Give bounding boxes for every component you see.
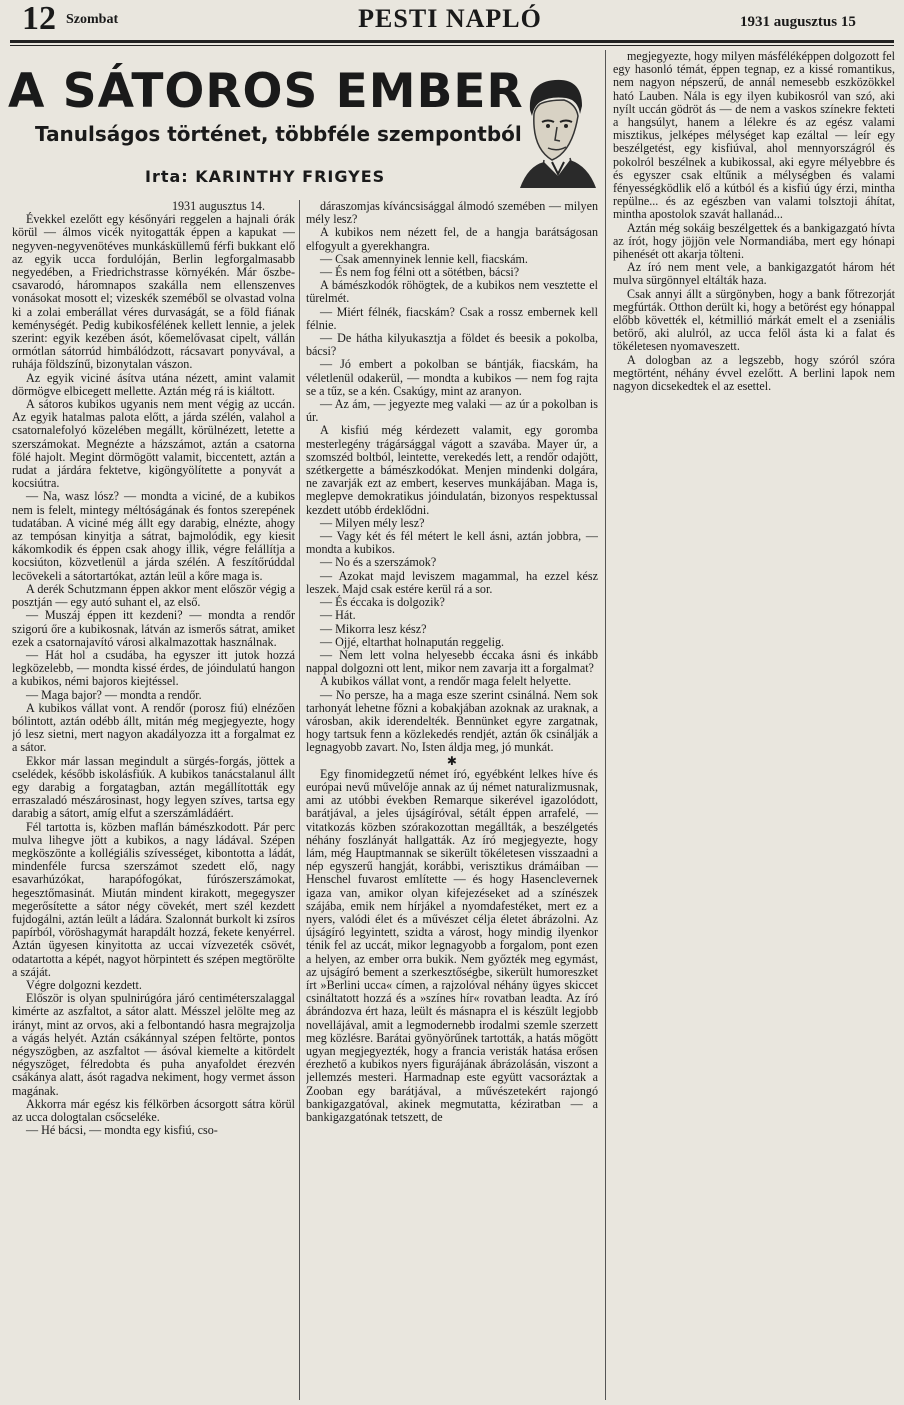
paragraph: Aztán még sokáig beszélgettek és a bankigazgató hívta az írót, hogy jöjjön vele Normandiába, mert egy hónapi pihenését ott akarja tölteni. xyxy=(613,220,895,262)
paragraph: Az egyik viciné ásítva utána nézett, amint valamit dörmögve elbicegett mellette. Aztán még rá is kiáltott. xyxy=(12,370,295,398)
paragraph: A derék Schutzmann éppen akkor ment először végig a posztján — egy autó suhant el, az első. xyxy=(12,581,295,610)
paragraph: Évekkel ezelőtt egy későnyári reggelen a hajnali órák körül — álmos vicék nyitogatták éppen a kapukat — negyven-negyvenötéves munkásküllemű férfi bukkant elő az egyik ucca fordulóján, Berlin legforgalmasabb negyedében, a Friedrichstrasse környékén. Már őszbe-csavarodó, háromnapos szakálla nem ellenszenves vonásokat mosott el; vizeskék szeméből se olvastad volna ki a zolai emberállat véres durvaságát, se a föld fiának keménységét. Pedig kubikosfélének kellett lennie, a jelek szerint: egyik kezében ásót, kőemelővasat cipelt, vállán ormótlan sátorrúd himbálódzott, rácsavart ponyvával, a ruhája földszínű, bizonytalan vászon. xyxy=(12,212,295,372)
header-rule xyxy=(10,40,894,43)
paragraph: megjegyezte, hogy milyen másféléképpen dolgozott fel egy hasonló témát, éppen tegnap, ez a kissé romantikus, nem nagyon népszerű, de annál nemesebb eszközökkel ható Lauben. Nála is egy ilyen kubikosról van szó, aki nyílt uccán gödröt ás — de nem a vaskos színekre fekteti a hangsúlyt, hanem a lélekre és az egész valami misztikus, jelképes mélységet kap ezáltal — leír egy beszélgetést, egy kisfiúval, ahol mennyországról és pokolról beszélnek a kubikossal, aki egyre mélyebbre és és egyszer csak eltűnik a mélységben és valami fényességködlik elő a kútból és a kisfiú úgy érzi, mintha repülne... és az egészben van valami tolsztoji áhítat, mintha apostolok szavát hallanád... xyxy=(613,50,895,222)
paragraph: Csak annyi állt a sürgönyben, hogy a bank főtrezorját megfúrták. Otthon derült ki, hogy a betörést egy hónappal előbb követték el, kétmillió márkát emelt el a zseniális betörő, aki alulról, az ucca felől ásta ki a falat és tökéletesen nyomaveszett. xyxy=(613,286,895,354)
article-subtitle: Tanulságos történet, többféle szempontból xyxy=(35,122,522,146)
paragraph: Először is olyan spulnirúgóra járó centiméterszalaggal kimérte az aszfaltot, a sátor alatt. Mésszel jelölte meg az irányt, mint az orvos, aki a felbontandó hasra megrajzolja a vágás helyét. Aztán csákánnyal szépen feltörte, pontos négyszögben, az aszfaltot — ásóval kiemelte a kitördelt négyszöget, félredobta és puha anyafoldet érezvén csákánya alatt, ásót ragadva nekiment, hogy vermet ásson magának. xyxy=(12,991,295,1098)
page-number: 12 xyxy=(22,0,56,37)
article-byline: Irta: KARINTHY FRIGYES xyxy=(145,167,386,186)
paragraph: — Na, wasz lósz? — mondta a viciné, de a kubikos nem is felelt, mintegy méltóságának és fontos szerepének tudatában. A viciné még állt egy darabig, elnézte, ahogy az tempósan kinyitja a sátrat, bajmolódik, egy kiesit kákomkodik és éppen csak ahogy illik, végre felállítja a kocsiúton, közvetlenül a járda szélén. A feszítőrúddal lecövekeli a sátortartókat, aztán leül a kőre maga is. xyxy=(12,489,295,583)
paragraph: A dologban az a legszebb, hogy szóról szóra megtörtént, néhány évvel ezelőtt. A berlini lapok nem nagyon dicsekedtek el az esettel. xyxy=(613,352,895,394)
paragraph: Az író nem ment vele, a bankigazgatót három hét mulva sürgönnyel eltálták haza. xyxy=(613,260,895,288)
paragraph: 1931 augusztus 14. xyxy=(171,200,265,213)
paragraph: Ekkor már lassan megindult a sürgés-forgás, jöttek a cselédek, később iskolásfiúk. A kubikos tanácstalanul állt egy darabig a forgatagban, aztán megállították egy erraszaladó mészárosinast, hogy legyen szíves, tartsa egy darabig a sátort, amíg elfut a szerszámládáért. xyxy=(12,753,295,821)
paragraph: — Jó embert a pokolban se bántják, fiacskám, ha véletlenül odakerül, — mondta a kubikos — nem fog rajta se a tűz, se a kén. Csakúgy, mint az aranyon. xyxy=(306,357,598,398)
article-column-3 xyxy=(613,50,895,500)
article-title: A SÁTOROS EMBER xyxy=(8,64,524,119)
paragraph: ✱ xyxy=(446,753,458,768)
paragraph: — Milyen mély lesz? xyxy=(320,515,425,530)
column-divider xyxy=(605,50,606,1400)
article-column-1 xyxy=(12,200,295,1400)
paragraph: — Mikorra lesz kész? xyxy=(320,621,427,636)
article-column-2 xyxy=(306,200,598,1400)
paragraph: A kubikos vállat vont, a rendőr maga felelt helyette. xyxy=(320,674,572,689)
paragraph: — Muszáj éppen itt kezdeni? — mondta a rendőr szigorú őre a kubikosnak, látván az ismerős sátrat, amiket ezek a csatornajavító városi alkalmazottak használnak. xyxy=(12,608,295,649)
paragraph: — Azokat majd leviszem magammal, ha ezzel kész leszek. Majd csak estére kerül rá a sor. xyxy=(306,568,598,596)
paragraph: Egy finomidegzetű német író, egyébként lelkes híve és európai nevű művelője annak az új német naturalizmusnak, ami az utóbbi években Remarque sikerével igazolódott, barátjával, a jeles újságíróval, sétált éppen arrafelé, — vitatkozás közben szórakozottan megállták, a beszélgetés néhány foszlányát hallgatták. Az író megjegyezte, hogy lám, még Hauptmannak se sikerült tökéletesen visszaadni a nép egyszerű hangját, korábbi, verisztikus drámáiban — Henschel fuvarost említette — és hogy Hasenclevernek igaza van, amikor olyan kifejezéseket ad a színészek szájába, emik nem hírjákel a nyomdafestéket, mert ez a nyers, valódi élet és a művészet célja életet ábrázolni. Az újságíró legyintett, szidta a várost, hogy mindig ilyenkor ténik fel az uccát, mikor legnagyobb a forgalom, pont ezen a helyen, az ember orra bukik. Nem győzték meg egymást, az ujságíró bement a szerkesztőségbe, sikerült humoreszket írt »Berlini ucca« címen, a rajzolóval néhány ügyes skiccet csináltatott hozzá és a »színes hír« rovatban leadta. Az író ábrándozva ért haza, leült és másnapra el is készült legjobb novellájával, amit a legmodernebb irodalmi szemle szerzett meg közlésre. Barátai gyönyörűnek tartották, a hatás mögött ugyan megjegyezték, hogy a francia veristák hatása erősen érezhető a kubikos nyers figurájának ábrázolásán, viszont a jellemzés mesteri. Harmadnap este együtt vacsoráztak a Zooban egy barátjával, a művészetekért rajongó bankigazgatóval, akinek megmutatta, kéziratban — a bankigazgatónak tetszett, de xyxy=(306,766,598,1125)
header-rule-thin xyxy=(10,45,894,46)
paragraph: — Nem lett volna helyesebb éccaka ásni és inkább nappal dolgozni ott lent, mikor nem zavarja itt a forgalmat? xyxy=(306,647,598,676)
paragraph: — Hát. xyxy=(320,608,356,623)
paragraph: A sátoros kubikos ugyanis nem ment végig az uccán. Az egyik hatalmas palota előtt, a járda szélén, valahol a csatornalefolyó közelében megállt, körülnézett, letette a szerszámokat. Megnézte a házszámot, aztán a csatorna fölé hajolt. Megint dörmögött valamit, biccentett, aztán a rudat a járdára fektetve, kigöngyölítette a ponyvát a kocsiútra. xyxy=(12,397,295,491)
paragraph: — Maga bajor? — mondta a rendőr. xyxy=(26,687,202,702)
paragraph: — Vagy két és fél métert le kell ásni, aztán jobbra, — mondta a kubikos. xyxy=(306,529,598,557)
column-divider xyxy=(299,200,300,1400)
paragraph: A bámészkodók röhögtek, de a kubikos nem vesztette el türelmét. xyxy=(306,278,598,306)
day-of-week: Szombat xyxy=(66,12,119,27)
paragraph: — De hátha kilyukasztja a földet és beesik a pokolba, bácsi? xyxy=(306,331,598,359)
paragraph: A kubikos nem nézett fel, de a hangja barátságosan elfogyult a gyerekhangra. xyxy=(306,225,598,253)
paragraph: dáraszomjas kíváncsisággal álmodó szemében — milyen mély lesz? xyxy=(306,200,598,227)
paragraph: — És nem fog félni ott a sötétben, bácsi? xyxy=(320,265,520,280)
paragraph: — No persze, ha a maga esze szerint csinálná. Nem sok tarhonyát lehetne főzni a kobakjában azoknak az uraknak, a városban, akik iderendelték. Bennünket egyre zargatnak, hogy tartsuk fenn a közlekedés rendjét, aztán ők csinálják a legnagyobb zavart. No, Isten áldja meg, jó munkát. xyxy=(306,687,598,755)
paragraph: — Hát hol a csudába, ha egyszer itt jutok hozzá legközelebb, — mondta kissé érdes, de jóindulatú hangon a kubikos, némi bajoros kiejtéssel. xyxy=(12,647,295,689)
paragraph: — Miért félnék, fiacskám? Csak a rossz embernek kell félnie. xyxy=(306,304,598,332)
paragraph: A kisfiú még kérdezett valamit, egy goromba mesterlegény trágársággal vágott a szavába. Mayer úr, a szomszéd boltból, leintette, verekedés lett, a rendőr odajött, szétkergette a bámészkodókat. Menjen mindenki dolgára, ne zavarják ezt az embert, keserves munkájában. Maga is, meglepve demokratikus jóindulatán, bizonyos respektussal kezdett utóbb érdeklődni. xyxy=(306,423,598,517)
paragraph: — Az ám, — jegyezte meg valaki — az úr a pokolban is úr. xyxy=(306,397,598,425)
paragraph: Fél tartotta is, közben maflán bámészkodott. Pár perc mulva lihegve jött a kubikos, a nagy ládával. Szépen megköszönte a kollégiális szívességet, kibontotta a ládát, mindenféle furcsa szerszámot szedett elő, nagy esavarhúzókat, harapófogókat, fúrószerszámokat, hegesztőmasinát. Miután mindent kirakott, megegyszer megerősítette a sátor négy cövekét, mert szél kezdett fujdogálni, aztán leült a ládára. Szalonnát burkolt ki zsíros papírból, vöröshagymát harapdált hozzá, fekete kenyérrel. Aztán ügyesen kinyitotta az uccai vízvezeték csövét, odatartotta a képét, nagyot hörpintett és szépen megtörölte a száját. xyxy=(12,819,295,979)
paragraph: A kubikos vállat vont. A rendőr (porosz fiú) elnézően bólintott, aztán odébb állt, mitán még megjegyezte, hogy jó lesz sietni, mert nagyon akadályozza itt a forgalmat ez a sátor. xyxy=(12,700,295,755)
paragraph: — Csak amennyinek lennie kell, fiacskám. xyxy=(320,251,528,266)
author-portrait-icon xyxy=(500,70,605,188)
issue-date: 1931 augusztus 15 xyxy=(740,14,856,30)
paragraph: — És éccaka is dolgozik? xyxy=(320,595,445,610)
paragraph: — Hé bácsi, — mondta egy kisfiú, cso- xyxy=(26,1123,218,1138)
paragraph: Végre dolgozni kezdett. xyxy=(26,977,142,992)
newspaper-name: PESTI NAPLÓ xyxy=(358,4,542,33)
paragraph: — Ojjé, eltarthat holnapután reggelig. xyxy=(320,634,505,649)
paragraph: — No és a szerszámok? xyxy=(320,555,437,570)
paragraph: Akkorra már egész kis félkörben ácsorgott sátra körül az ucca dologtalan csőcseléke. xyxy=(12,1096,295,1125)
